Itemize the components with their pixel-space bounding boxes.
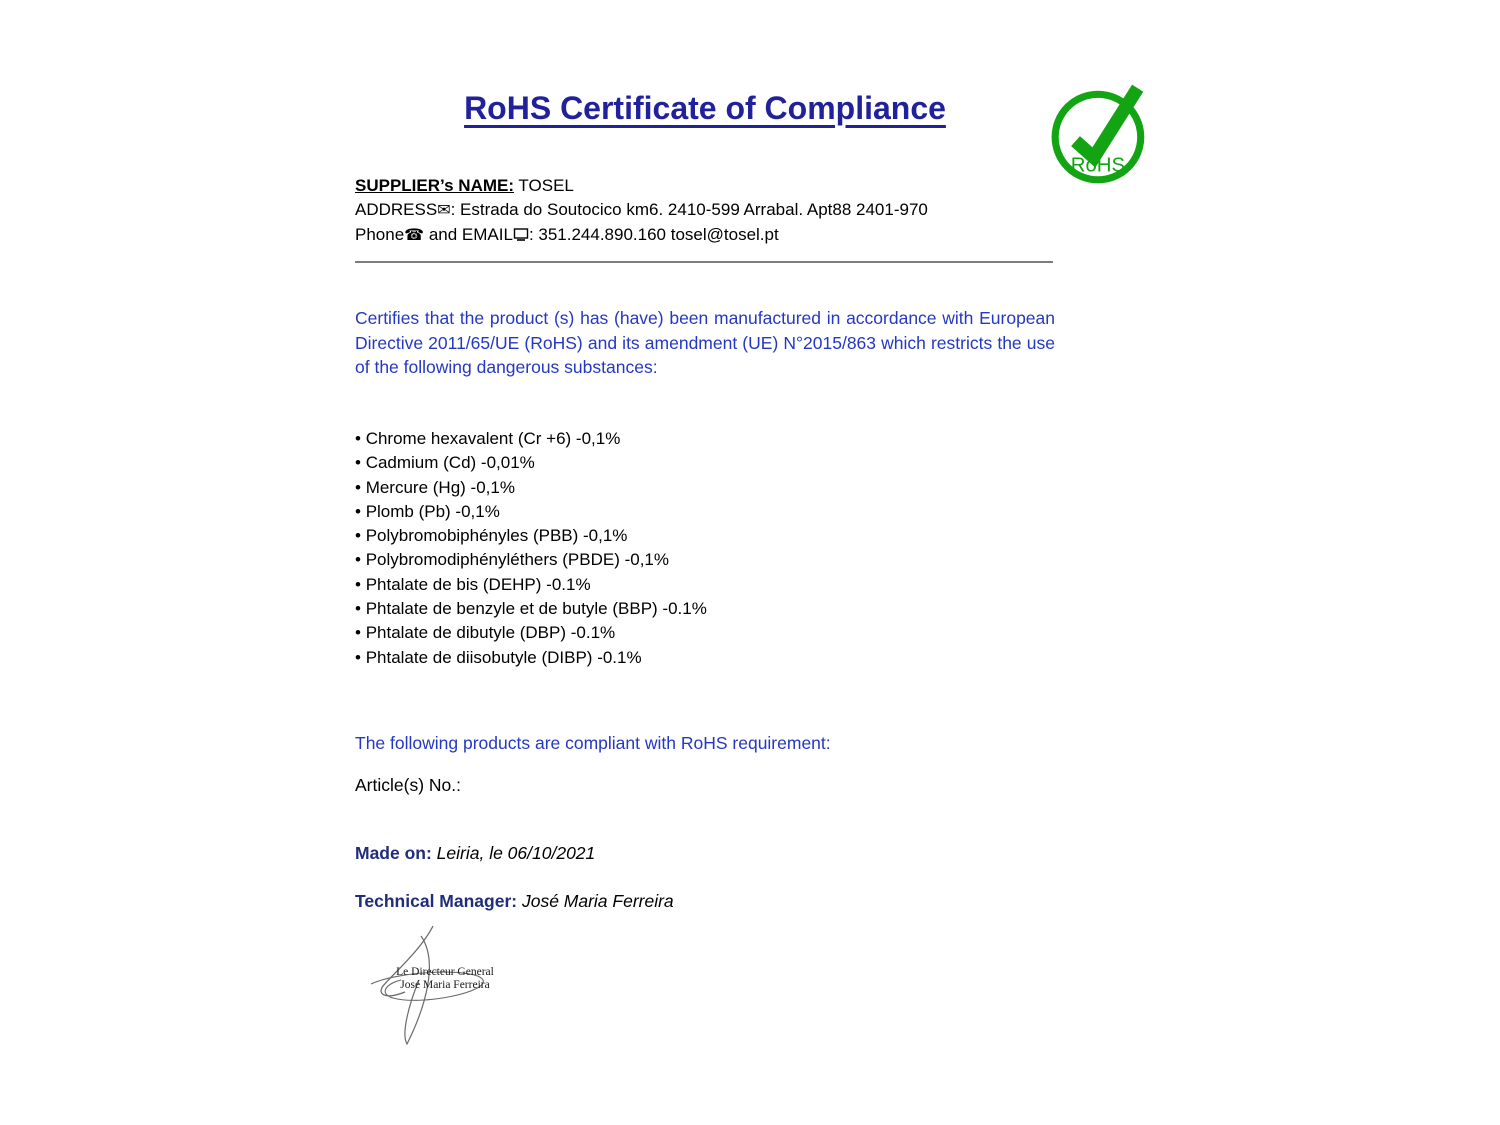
article-number-label: Article(s) No.: [355,775,461,795]
made-on-label: Made on: [355,843,432,863]
supplier-address-line [355,198,928,223]
rohs-logo [1050,80,1152,188]
technical-manager-value: José Maria Ferreira [517,891,674,911]
made-on-value: Leiria, le 06/10/2021 [431,843,596,863]
signature-title-text [387,966,503,992]
signature-line2: José Maria Ferreira [400,979,490,991]
supplier-block [355,174,928,249]
technical-manager-line [355,891,674,912]
technical-manager-label: Technical Manager: [355,891,518,911]
substances-list [355,427,707,670]
page-title-text: RoHS Certificate of Compliance [464,90,946,126]
phone-icon: ☎ [404,227,425,244]
horizontal-divider [355,261,1053,263]
address-value: : Estrada do Soutocico km6. 2410-599 Arrabal. Apt88 2401-970 [450,200,928,219]
logo-label: RoHS [1070,154,1126,177]
substance-item: • Phtalate de dibutyle (DBP) -0.1% [355,621,707,645]
page-title [355,90,1055,127]
rohs-logo-graphic [1050,80,1152,188]
contact-value: : 351.244.890.160 tosel@tosel.pt [528,225,779,244]
email-label: and EMAIL [424,225,513,244]
supplier-name-label: SUPPLIER’s NAME: [355,176,515,195]
substance-item: • Phtalate de benzyle et de butyle (BBP) -0.1% [355,597,707,621]
compliance-statement: The following products are compliant with RoHS requirement: [355,733,831,753]
supplier-contact-line [355,223,928,249]
made-on-line [355,843,595,864]
phone-label: Phone [355,225,405,244]
signature-line1: Le Directeur General [396,966,494,978]
supplier-name-line [355,174,928,198]
substance-item: • Chrome hexavalent (Cr +6) -0,1% [355,427,707,451]
address-label: ADDRESS [355,200,438,219]
substance-item: • Polybromodiphényléthers (PBDE) -0,1% [355,548,707,572]
substance-item: • Polybromobiphényles (PBB) -0,1% [355,524,707,548]
signature-block [355,922,525,1052]
computer-icon [513,225,529,249]
substance-item: • Phtalate de bis (DEHP) -0.1% [355,573,707,597]
substance-item: • Plomb (Pb) -0,1% [355,500,707,524]
substance-item: • Cadmium (Cd) -0,01% [355,451,707,475]
substance-item: • Phtalate de diisobutyle (DIBP) -0.1% [355,646,707,670]
supplier-name-value: TOSEL [514,176,574,195]
substance-item: • Mercure (Hg) -0,1% [355,476,707,500]
envelope-icon: ✉ [437,202,451,219]
certification-paragraph: Certifies that the product (s) has (have) been manufactured in accordance with European Directive 2011/65/UE (RoHS) and its amendment (UE) N°2015/863 which restricts the use of the following dangerous substances: [355,308,1055,377]
